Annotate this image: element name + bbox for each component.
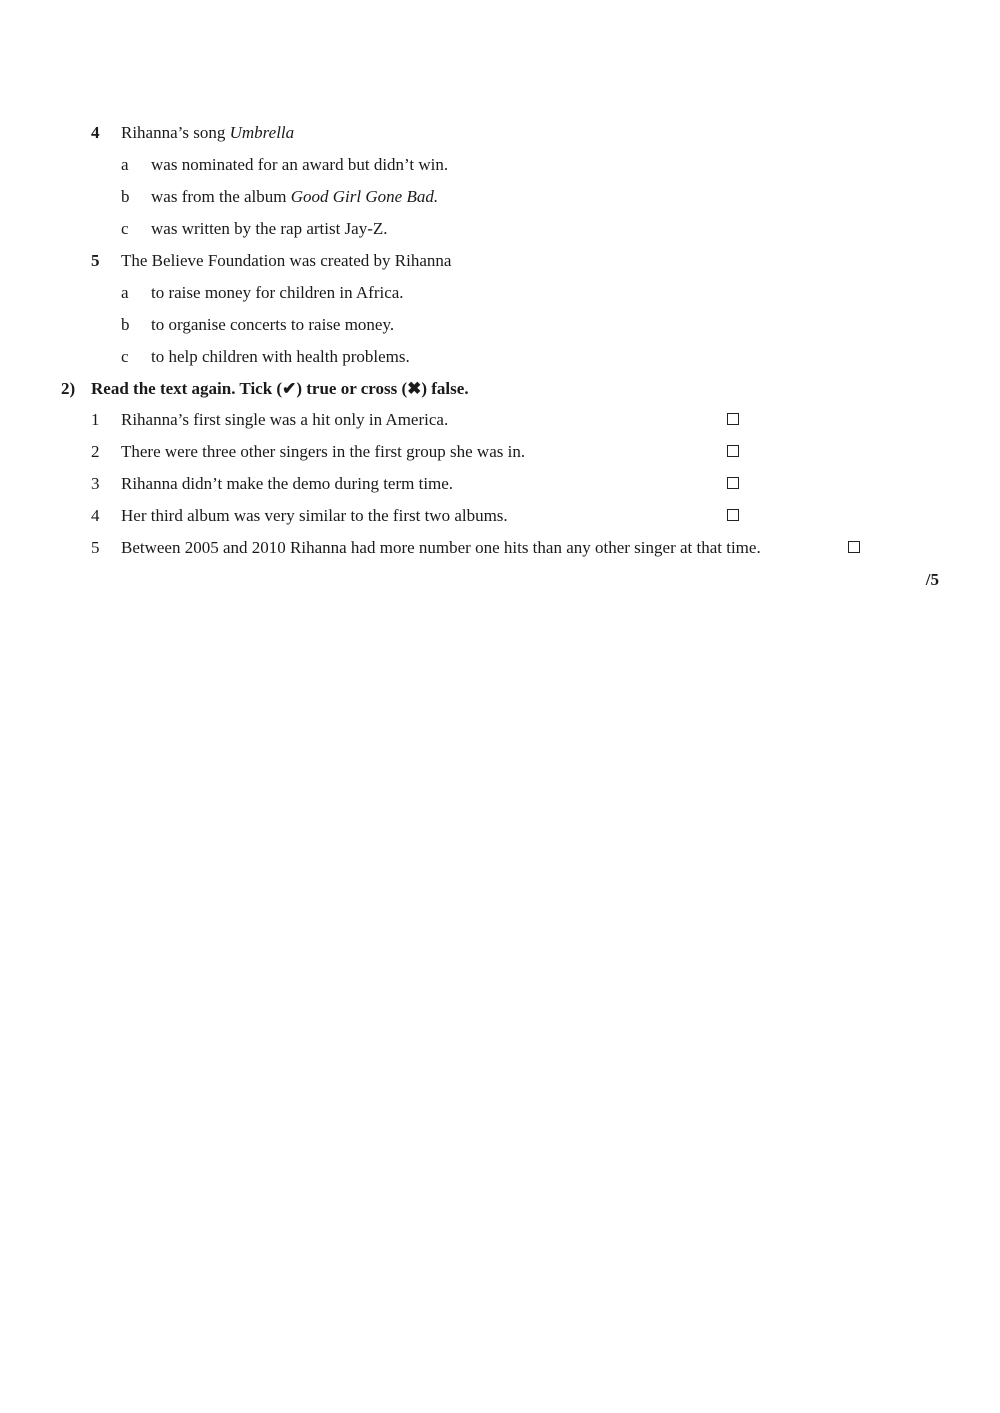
item-number: 2 (91, 442, 100, 461)
answer-checkbox[interactable] (727, 509, 739, 521)
answer-checkbox[interactable] (727, 477, 739, 489)
option-text: to organise concerts to raise money. (151, 315, 395, 334)
option-text: to help children with health problems. (151, 347, 410, 366)
section-number: 2) (61, 379, 76, 398)
option-letter: a (121, 283, 129, 302)
option-text: was from the album Good Girl Gone Bad. (151, 187, 439, 206)
option-text: to raise money for children in Africa. (151, 283, 404, 302)
item-number: 1 (91, 410, 100, 429)
question-number: 5 (91, 251, 100, 270)
option-letter: c (121, 347, 129, 366)
score-label: /5 (925, 570, 939, 589)
option-text: was written by the rap artist Jay-Z. (151, 219, 388, 238)
answer-checkbox[interactable] (727, 413, 739, 425)
item-text: Rihanna didn’t make the demo during term time. (121, 474, 454, 493)
answer-checkbox[interactable] (727, 445, 739, 457)
question-stem: The Believe Foundation was created by Rihanna (121, 251, 452, 270)
item-text: There were three other singers in the first group she was in. (121, 442, 526, 461)
item-number: 4 (91, 506, 100, 525)
option-letter: c (121, 219, 129, 238)
item-number: 5 (91, 538, 100, 557)
answer-checkbox[interactable] (848, 541, 860, 553)
option-text: was nominated for an award but didn’t win. (151, 155, 449, 174)
item-text: Rihanna’s first single was a hit only in America. (121, 410, 449, 429)
item-text: Between 2005 and 2010 Rihanna had more number one hits than any other singer at that time. (121, 538, 761, 557)
option-letter: a (121, 155, 129, 174)
item-text: Her third album was very similar to the first two albums. (121, 506, 508, 525)
question-stem: Rihanna’s song Umbrella (121, 123, 295, 142)
question-number: 4 (91, 123, 100, 142)
section-instruction: Read the text again. Tick (✔) true or cross (✖) false. (91, 379, 469, 398)
option-letter: b (121, 315, 130, 334)
item-number: 3 (91, 474, 100, 493)
option-letter: b (121, 187, 130, 206)
